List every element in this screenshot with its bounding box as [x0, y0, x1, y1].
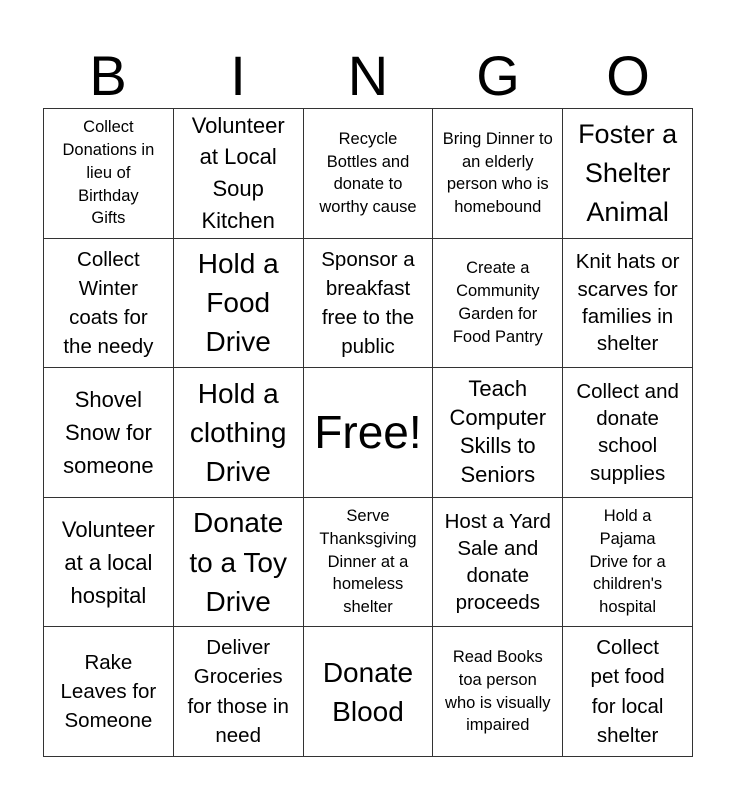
bingo-cell[interactable]	[433, 109, 563, 239]
bingo-cell[interactable]	[174, 368, 304, 498]
cell-text: Knit hats or scarves for families in shelter	[575, 250, 680, 356]
cell-text: Shovel Snow for someone	[63, 386, 154, 478]
cell-text: Collect Winter coats for the needy	[63, 247, 154, 358]
bingo-cell[interactable]	[44, 368, 174, 498]
bingo-cell[interactable]	[304, 109, 434, 239]
bingo-cell[interactable]	[44, 109, 174, 239]
bingo-cell[interactable]	[44, 627, 174, 757]
bingo-cell[interactable]	[44, 498, 174, 628]
bingo-cell[interactable]	[174, 239, 304, 369]
bingo-cell[interactable]	[433, 498, 563, 628]
cell-text: Foster a Shelter Animal	[578, 119, 678, 227]
cell-text: Volunteer at a local hospital	[61, 516, 155, 608]
bingo-cell[interactable]	[563, 109, 693, 239]
cell-text: Deliver Groceries for those in need	[187, 636, 289, 747]
header-letter-i: I	[230, 44, 246, 107]
bingo-cell[interactable]	[174, 627, 304, 757]
cell-text: Recycle Bottles and donate to worthy cause	[319, 129, 417, 217]
cell-text: Hold a Food Drive	[197, 248, 279, 358]
cell-text: Hold a clothing Drive	[189, 377, 287, 488]
cell-text: Bring Dinner to an elderly person who is homebound	[442, 129, 553, 217]
cell-text: Hold a Pajama Drive for a children's hospital	[589, 507, 666, 617]
cell-text: Serve Thanksgiving Dinner at a homeless shelter	[319, 507, 417, 617]
bingo-cell[interactable]	[433, 627, 563, 757]
header-letter-g: G	[476, 44, 520, 107]
header-letter-o: O	[606, 44, 650, 107]
cell-text: Volunteer at Local Soup Kitchen	[191, 112, 285, 234]
cell-text: Donate Blood	[322, 656, 414, 727]
bingo-cell[interactable]	[563, 498, 693, 628]
header-letter-b: B	[89, 44, 127, 107]
bingo-cell[interactable]	[433, 239, 563, 369]
cell-text: Create a Community Garden for Food Pantry	[452, 259, 543, 346]
cell-text: Teach Computer Skills to Seniors	[449, 376, 547, 488]
cell-text: Collect and donate school supplies	[576, 379, 679, 485]
header-letter-n: N	[347, 44, 389, 107]
cell-text: Collect pet food for local shelter	[590, 636, 665, 747]
bingo-cell[interactable]	[304, 368, 434, 498]
bingo-cell[interactable]	[304, 239, 434, 369]
bingo-cell[interactable]	[174, 109, 304, 239]
bingo-cell[interactable]	[563, 368, 693, 498]
cell-text: Read Books toa person who is visually impaired	[445, 648, 551, 735]
cell-text: Sponsor a breakfast free to the public	[321, 247, 415, 358]
bingo-board	[43, 108, 693, 757]
cell-text: Collect Donations in lieu of Birthday Gifts	[62, 118, 155, 228]
bingo-cell[interactable]	[563, 239, 693, 369]
bingo-cell[interactable]	[304, 627, 434, 757]
bingo-cell[interactable]	[304, 498, 434, 628]
cell-text: Rake Leaves for Someone	[60, 650, 157, 733]
cell-text: Donate to a Toy Drive	[189, 507, 287, 617]
bingo-cell[interactable]	[174, 498, 304, 628]
bingo-header	[43, 44, 693, 108]
bingo-cell[interactable]	[563, 627, 693, 757]
bingo-cell[interactable]	[44, 239, 174, 369]
cell-text: Host a Yard Sale and donate proceeds	[444, 509, 551, 615]
free-space-label: Free!	[314, 405, 422, 458]
bingo-cell[interactable]	[433, 368, 563, 498]
